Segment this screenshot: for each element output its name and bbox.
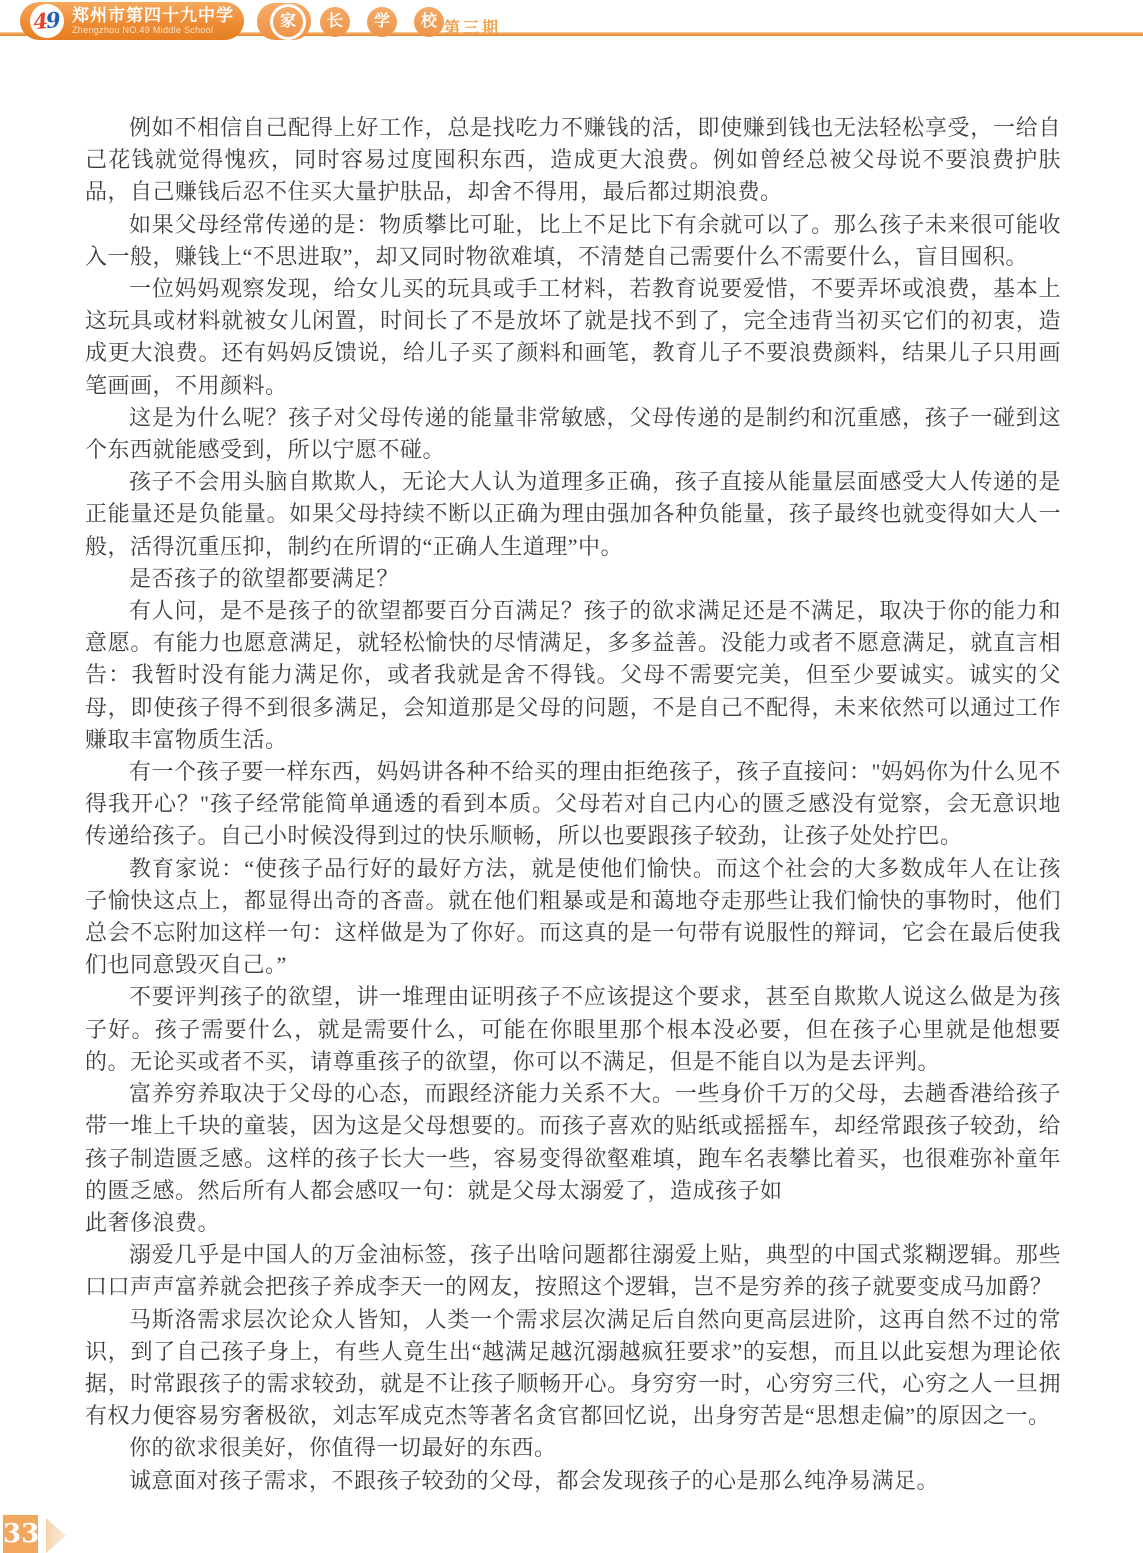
paragraph: 如果父母经常传递的是：物质攀比可耻，比上不足比下有余就可以了。那么孩子未来很可能收入一般，赚钱上“不思进取”，却又同时物欲难填，不清楚自己需要什么不需要什么，盲目囤积。: [85, 211, 1061, 269]
school-name-block: [72, 6, 234, 36]
badge-circle: 长: [320, 7, 350, 37]
paragraph: 教育家说：“使孩子品行好的最好方法，就是使他们愉快。而这个社会的大多数成年人在让孩子愉快这点上，都显得出奇的吝啬。就在他们粗暴或是和蔼地夺走那些让我们愉快的事物时，他们总会不忘附加这样一句：这样做是为了你好。而这真的是一句带有说服性的辩词，它会在最后使我们也同意毁灭自己。”: [85, 855, 1061, 978]
badge-circle: 校: [414, 7, 444, 37]
article-body: [85, 112, 1061, 1497]
paragraph: 你的欲求很美好，你值得一切最好的东西。: [129, 1435, 557, 1461]
school-logo-icon: [28, 2, 65, 39]
paragraph: 不要评判孩子的欲望，讲一堆理由证明孩子不应该提这个要求，甚至自欺欺人说这么做是为孩子好。孩子需要什么，就是需要什么，可能在你眼里那个根本没必要，但在孩子心里就是他想要的。无论买或者不买，请尊重孩子的欲望，你可以不满足，但是不能自以为是去评判。: [85, 984, 1061, 1074]
school-banner: [20, 2, 244, 40]
paragraph: 有人问，是不是孩子的欲望都要百分百满足？孩子的欲求满足还是不满足，取决于你的能力和意愿。有能力也愿意满足，就轻松愉快的尽情满足，多多益善。没能力或者不愿意满足，就直言相告：我暂时没有能力满足你，或者我就是舍不得钱。父母不需要完美，但至少要诚实。诚实的父母，即使孩子得不到很多满足，会知道那是父母的问题，不是自己不配得，未来依然可以通过工作赚取丰富物质生活。: [85, 598, 1061, 752]
paragraph: 诚意面对孩子需求，不跟孩子较劲的父母，都会发现孩子的心是那么纯净易满足。: [129, 1467, 940, 1493]
issue-label: 第三期: [444, 20, 502, 37]
paragraph: 这是为什么呢？孩子对父母传递的能量非常敏感，父母传递的是制约和沉重感，孩子一碰到这个东西就能感受到，所以宁愿不碰。: [85, 404, 1061, 463]
paragraph: 有一个孩子要一样东西，妈妈讲各种不给买的理由拒绝孩子，孩子直接问："妈妈你为什么见不得我开心？"孩子经常能简单通透的看到本质。父母若对自己内心的匮乏感没有觉察，会无意识地传递给孩子。自己小时候没得到过的快乐顺畅，所以也要跟孩子较劲，让孩子处处拧巴。: [85, 759, 1061, 849]
badge-circle: 学: [367, 7, 397, 37]
logo-digit-9: 9: [44, 6, 62, 34]
logo-digit-4: 4: [32, 7, 50, 35]
paragraph: 例如不相信自己配得上好工作，总是找吃力不赚钱的活，即使赚到钱也无法轻松享受，一给自己花钱就觉得愧疚，同时容易过度囤积东西，造成更大浪费。例如曾经总被父母说不要浪费护肤品，自己赚钱后忍不住买大量护肤品，却舍不得用，最后都过期浪费。: [85, 115, 1061, 205]
paragraph: 一位妈妈观察发现，给女儿买的玩具或手工材料，若教育说要爱惜，不要弄坏或浪费，基本上这玩具或材料就被女儿闲置，时间长了不是放坏了就是找不到了，完全违背当初买它们的初衷，造成更大浪费。还有妈妈反馈说，给儿子买了颜料和画笔，教育儿子不要浪费颜料，结果儿子只用画笔画画，不用颜料。: [85, 276, 1061, 398]
masthead-badges: [273, 7, 444, 37]
school-name-cn: 郑州市第四十九中学: [72, 6, 234, 25]
school-name-en: Zhengzhou NO.49 Middle School: [72, 25, 214, 35]
page-number-arrow-icon: [46, 1518, 66, 1553]
paragraph: 富养穷养取决于父母的心态，而跟经济能力关系不大。一些身价千万的父母，去趟香港给孩子带一堆上千块的童装，因为这是父母想要的。而孩子喜欢的贴纸或摇摇车，却经常跟孩子较劲，给孩子制造匮乏感。这样的孩子长大一些，容易变得欲壑难填，跑车名表攀比着买，也很难弥补童年的匮乏感。然后所有人都会感叹一句：就是父母太溺爱了，造成孩子如: [85, 1081, 1061, 1203]
paragraph: 溺爱几乎是中国人的万金油标签，孩子出啥问题都往溺爱上贴，典型的中国式浆糊逻辑。那些口口声声富养就会把孩子养成李天一的网友，按照这个逻辑，岂不是穷养的孩子就要变成马加爵？: [85, 1242, 1061, 1300]
paragraph: 孩子不会用头脑自欺欺人，无论大人认为道理多正确，孩子直接从能量层面感受大人传递的是正能量还是负能量。如果父母持续不断以正确为理由强加各种负能量，孩子最终也就变得如大人一般，活得沉重压抑，制约在所谓的“正确人生道理”中。: [85, 469, 1061, 559]
paragraph: 是否孩子的欲望都要满足？: [129, 565, 400, 591]
badge-circle: 家: [273, 7, 303, 37]
paragraph: 此奢侈浪费。: [85, 1209, 221, 1235]
paragraph: 马斯洛需求层次论众人皆知，人类一个需求层次满足后自然向更高层进阶，这再自然不过的常识，到了自己孩子身上，有些人竟生出“越满足越沉溺越疯狂要求”的妄想，而且以此妄想为理论依据，时常跟孩子的需求较劲，就是不让孩子顺畅开心。身穷穷一时，心穷穷三代，心穷之人一旦拥有权力便容易穷奢极欲，刘志军成克杰等著名贪官都回忆说，出身穷苦是“思想走偏”的原因之一。: [85, 1306, 1061, 1429]
page-number-badge: 33: [3, 1515, 38, 1553]
